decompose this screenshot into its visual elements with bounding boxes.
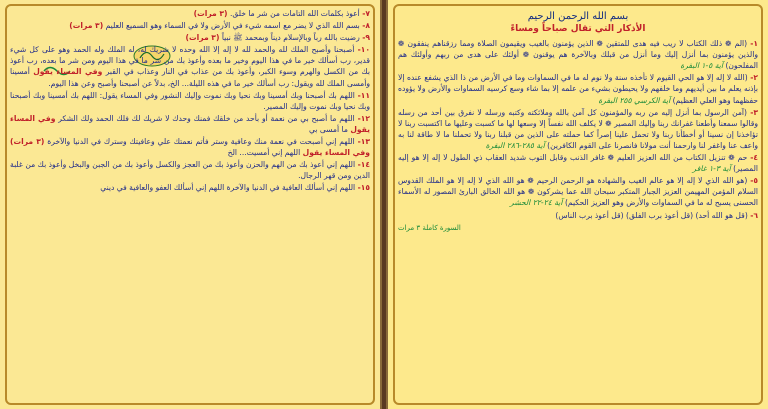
repeat-note: (٣ مرات) (193, 9, 228, 18)
item-number: ٦- (750, 210, 758, 220)
dhikr-8 (10, 20, 370, 31)
dhikr-15 (10, 182, 370, 193)
right-card-content (398, 8, 758, 403)
dhikr-text: اللهم إني أعوذ بك من الهم والحزن وأعوذ بك من العجز والكسل وأعوذ بك من الجبن والبخل وأعوذ بك من غلبة الدين ومن قهر الرجال. (10, 160, 370, 181)
dhikr-6 (398, 210, 758, 221)
dhikr-text: اللهم إني أسألك العافية في الدنيا والآخرة اللهم إني أسألك العفو والعافية في ديني (100, 183, 356, 193)
item-number: ١٤- (357, 160, 370, 170)
dhikr-5 (398, 175, 758, 208)
verse-reference: آية ٥-١ البقرة (680, 61, 724, 71)
dhikr-tail: ما أمسى بي (308, 124, 348, 134)
repeat-note: (٣ مرات) (185, 33, 220, 43)
repeat-note: (٣ مرات) (69, 21, 104, 31)
item-number: ٨- (362, 21, 370, 31)
dhikr-text: اللهم بك أصبحنا وبك أمسينا وبك نحيا وبك نموت وإليك النشور وفي المساء يقول: اللهم بك أمسينا وبك أصبحنا وبك نحيا وبك نموت وإليك المصير. (10, 90, 370, 111)
dhikr-7 (10, 8, 370, 19)
dhikr-1 (398, 38, 758, 71)
left-card (0, 0, 382, 409)
item-number: ٩- (362, 33, 370, 43)
item-number: ٣- (750, 107, 758, 117)
verse-reference: آية الكرسي ٢٥٥ البقرة (598, 95, 671, 105)
dhikr-tail: اللهم إني أمسيت... الخ (227, 148, 301, 158)
dhikr-text: اللهم إني أصبحت في نعمة منك وعافية وستر فأتم نعمتك علي وعافيتك وسترك في الدنيا والآخرة (47, 137, 355, 147)
dhikr-3 (398, 107, 758, 151)
dhikr-text: حم ❁ تنزيل الكتاب من الله العزيز العليم ❁ غافر الذنب وقابل التوب شديد العقاب ذي الطول لا إله إلا هو إليه المصير) (398, 153, 758, 174)
dhikr-text: رضيت بالله رباً وبالإسلام ديناً وبمحمد ﷺ نبياً (221, 33, 360, 43)
verse-reference: آية ٢٨٥-٢٨٦ البقرة (485, 140, 545, 150)
page-title: الأذكار التي تقال صباحاً ومساءً (510, 24, 646, 34)
left-card-content (10, 8, 370, 403)
item-number: ١- (750, 39, 758, 49)
evening-note: وفي المساء يقول (33, 67, 103, 77)
repeat-footer: السورة كاملة ٣ مرات (398, 223, 461, 232)
item-number: ١٣- (357, 137, 371, 147)
verse-reference: آية ٢٤-٢٢ الحشر (510, 198, 563, 208)
dhikr-4 (398, 152, 758, 174)
item-number: ١٥- (357, 183, 370, 193)
basmala: بسم الله الرحمن الرحيم (527, 11, 629, 22)
item-number: ٥- (750, 176, 758, 186)
dhikr-2 (398, 72, 758, 105)
dhikr-11 (10, 90, 370, 112)
dhikr-text: (قل هو الله أحد) (قل أعوذ برب الفلق) (قل أعوذ برب الناس) (555, 210, 748, 220)
dhikr-text: (هو الله الذي لا إله إلا هو عالم الغيب والشهادة هو الرحمن الرحيم ❁ هو الله الذي لا إله إلا هو الملك القدوس السلام المؤمن المهيمن العزيز الجبار المتكبر سبحان الله عما يشركون ❁ هو الله الخالق البارئ المصور له الأسماء الحسنى يسبح له ما في السماوات والأرض وهو العزيز الحكيم) (398, 176, 758, 208)
item-number: ١٠- (357, 45, 371, 55)
dhikr-text: (الم ❁ ذلك الكتاب لا ريب فيه هدى للمتقين ❁ الذين يؤمنون بالغيب ويقيمون الصلاة ومما رزقناهم ينفقون ❁ والذين يؤمنون بما أنزل إليك وما أنزل من قبلك وبالآخرة هم يوقنون ❁ أولئك على هدى من ربهم وأولئك هم المفلحون) (398, 39, 758, 71)
dhikr-text: اللهم ما أصبح بي من نعمة أو بأحد من خلقك فمنك وحدك لا شريك لك فلك الحمد ولك الشكر (58, 113, 355, 123)
evening-note: (٣ مرات) وفي المساء يقول (10, 137, 370, 158)
dhikr-tail: أمسينا وأمسى الملك لله ويقول: رب أسألك خير ما في هذه الليلة... الخ، بدلاً عن أصبحنا وأصبح وعن هذا اليوم. (10, 67, 370, 88)
dhikr-14 (10, 159, 370, 181)
dhikr-text: أصبحنا وأصبح الملك لله والحمد لله لا إله إلا الله وحده لا شريك له، له الملك وله الحمد وهو على كل شيء قدير، رب أسألك خير ما في هذا اليوم وخير ما بعده وأعوذ بك من شر ما في هذا اليوم ومن شر ما بعده، رب أعوذ بك من الكسل والهرم وسوء الكبر، وأعوذ بك من عذاب في النار وعذاب في القبر (10, 45, 371, 77)
dhikr-text: بسم الله الذي لا يضر مع اسمه شيء في الأرض ولا في السماء وهو السميع العليم (105, 21, 360, 31)
dhikr-13 (10, 136, 370, 158)
evening-note: وفي المساء يقول (10, 113, 370, 134)
item-number: ٤- (750, 153, 758, 163)
dhikr-10 (10, 44, 370, 88)
item-number: ٢- (750, 73, 758, 83)
dhikr-text: أعوذ بكلمات الله التامات من شر ما خلق. (229, 9, 360, 18)
dhikr-text: (الله لا إله إلا هو الحي القيوم لا تأخذه سنة ولا نوم له ما في السماوات وما في الأرض من ذا الذي يشفع عنده إلا بإذنه يعلم ما بين أيديهم وما خلفهم ولا يحيطون بشيء من علمه إلا بما شاء وسع كرسيه السماوات والأرض ولا يؤوده حفظهما وهو العلي العظيم) (398, 73, 758, 105)
dhikr-12 (10, 113, 370, 135)
right-card (386, 0, 768, 409)
item-number: ٧- (362, 9, 370, 18)
item-number: ١٢- (357, 113, 370, 123)
verse-reference: آية ٣-١ غافر (692, 164, 731, 174)
dhikr-text: (آمن الرسول بما أنزل إليه من ربه والمؤمنون كل آمن بالله وملائكته وكتبه ورسله لا نفرق بين أحد من رسله وقالوا سمعنا وأطعنا غفرانك ربنا وإليك المصير ❁ لا يكلف الله نفساً إلا وسعها لها ما كسبت وعليها ما اكتسبت ربنا لا تؤاخذنا إن نسينا أو أخطأنا ربنا ولا تحمل علينا إصراً كما حملته على الذين من قبلنا ربنا ولا تحملنا ما لا طاقة لنا به واعف عنا واغفر لنا وارحمنا أنت مولانا فانصرنا على القوم الكافرين) (398, 107, 758, 150)
dhikr-9 (10, 32, 370, 43)
item-number: ١١- (357, 90, 370, 100)
